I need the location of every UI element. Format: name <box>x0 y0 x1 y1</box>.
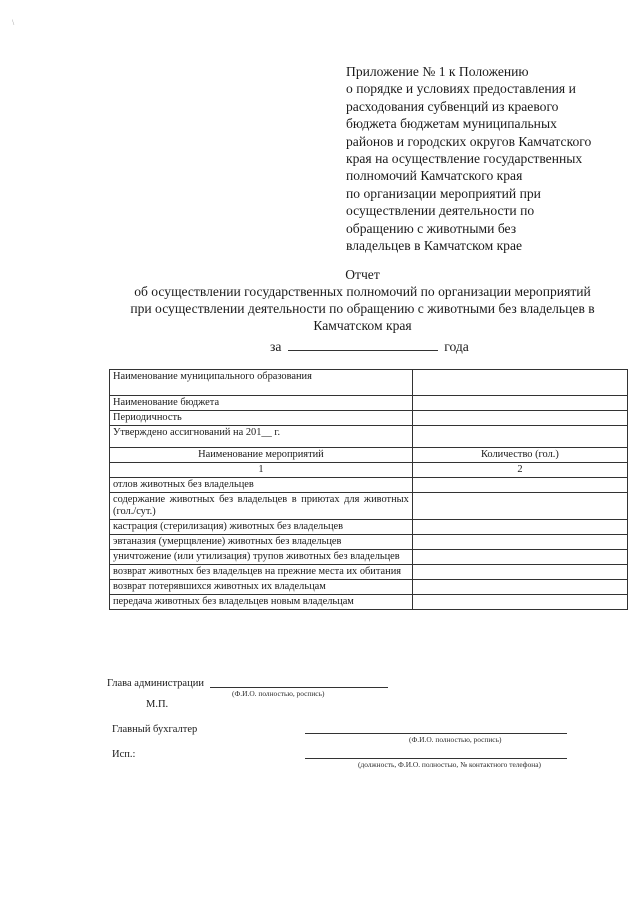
row-label: Утверждено ассигнований на 201__ г. <box>110 426 413 448</box>
report-table <box>109 369 628 610</box>
table-row <box>110 396 628 411</box>
period-field[interactable] <box>288 340 438 351</box>
activity-label: возврат потерявшихся животных их владельцам <box>110 580 413 595</box>
report-heading <box>90 266 635 334</box>
activity-label: уничтожение (или утилизация) трупов животных без владельцев <box>110 550 413 565</box>
table-row <box>110 550 628 565</box>
executor-signature-hint: (должность, Ф.И.О. полностью, № контактного телефона) <box>358 760 541 769</box>
period-prefix: за <box>270 339 282 354</box>
appendix-line: Приложение № 1 к Положению <box>346 64 529 79</box>
accountant-signature-line[interactable] <box>305 733 567 734</box>
table-row <box>110 580 628 595</box>
row-value-cell[interactable] <box>412 370 627 396</box>
activity-label: кастрация (стерилизация) животных без владельцев <box>110 520 413 535</box>
row-label: Наименование муниципального образования <box>110 370 413 396</box>
table-row <box>110 478 628 493</box>
row-value-cell[interactable] <box>412 396 627 411</box>
quantity-cell[interactable] <box>412 535 627 550</box>
appendix-line: бюджета бюджетам муниципальных <box>346 116 557 132</box>
appendix-line: районов и городских округов Камчатского <box>346 133 592 149</box>
column-header: Количество (гол.) <box>412 448 627 463</box>
activity-label: отлов животных без владельцев <box>110 478 413 493</box>
stamp-label: М.П. <box>146 699 169 710</box>
table-row <box>110 411 628 426</box>
activity-label: возврат животных без владельцев на прежние места их обитания <box>110 565 413 580</box>
report-subtitle-line: Камчатском края <box>313 318 412 333</box>
appendix-line: о порядке и условиях предоставления и <box>346 81 576 97</box>
column-header-row <box>110 448 628 463</box>
appendix-line: расходования субвенций из краевого <box>346 98 559 114</box>
head-signature-hint: (Ф.И.О. полностью, роспись) <box>232 689 325 698</box>
activity-label: содержание животных без владельцев в приютах для животных (гол./сут.) <box>110 493 413 520</box>
appendix-note <box>346 63 636 254</box>
quantity-cell[interactable] <box>412 565 627 580</box>
table-row <box>110 370 628 396</box>
report-subtitle-line: об осуществлении государственных полномочий по организации мероприятий <box>134 284 591 299</box>
period-suffix: года <box>444 339 469 354</box>
row-label: Наименование бюджета <box>110 396 413 411</box>
column-header: Наименование мероприятий <box>110 448 413 463</box>
executor-label: Исп.: <box>112 749 136 760</box>
executor-signature-line[interactable] <box>305 758 567 759</box>
quantity-cell[interactable] <box>412 550 627 565</box>
quantity-cell[interactable] <box>412 478 627 493</box>
scan-mark: \ <box>12 18 15 27</box>
head-of-administration-label: Глава администрации <box>107 678 204 689</box>
table-row <box>110 535 628 550</box>
activity-label: передача животных без владельцев новым владельцам <box>110 595 413 610</box>
table-row <box>110 426 628 448</box>
report-period <box>270 339 469 355</box>
column-number-row <box>110 463 628 478</box>
chief-accountant-label: Главный бухгалтер <box>112 724 198 735</box>
quantity-cell[interactable] <box>412 580 627 595</box>
report-title: Отчет <box>345 267 380 282</box>
head-signature-line[interactable] <box>210 687 388 688</box>
table-row <box>110 520 628 535</box>
accountant-signature-hint: (Ф.И.О. полностью, роспись) <box>409 735 502 744</box>
table-row <box>110 595 628 610</box>
row-label: Периодичность <box>110 411 413 426</box>
table-row <box>110 565 628 580</box>
quantity-cell[interactable] <box>412 595 627 610</box>
report-subtitle-line: при осуществлении деятельности по обращению с животными без владельцев в <box>130 301 595 316</box>
column-number: 2 <box>412 463 627 478</box>
appendix-line: по организации мероприятий при <box>346 185 541 201</box>
table-row <box>110 493 628 520</box>
row-value-cell[interactable] <box>412 426 627 448</box>
appendix-line: осуществлении деятельности по <box>346 203 535 219</box>
appendix-line: полномочий Камчатского края <box>346 168 523 184</box>
column-number: 1 <box>110 463 413 478</box>
appendix-line: края на осуществление государственных <box>346 151 583 167</box>
appendix-line: владельцев в Камчатском крае <box>346 238 523 254</box>
row-value-cell[interactable] <box>412 411 627 426</box>
activity-label: эвтаназия (умерщвление) животных без владельцев <box>110 535 413 550</box>
appendix-line: обращению с животными без <box>346 220 517 236</box>
quantity-cell[interactable] <box>412 493 627 520</box>
quantity-cell[interactable] <box>412 520 627 535</box>
